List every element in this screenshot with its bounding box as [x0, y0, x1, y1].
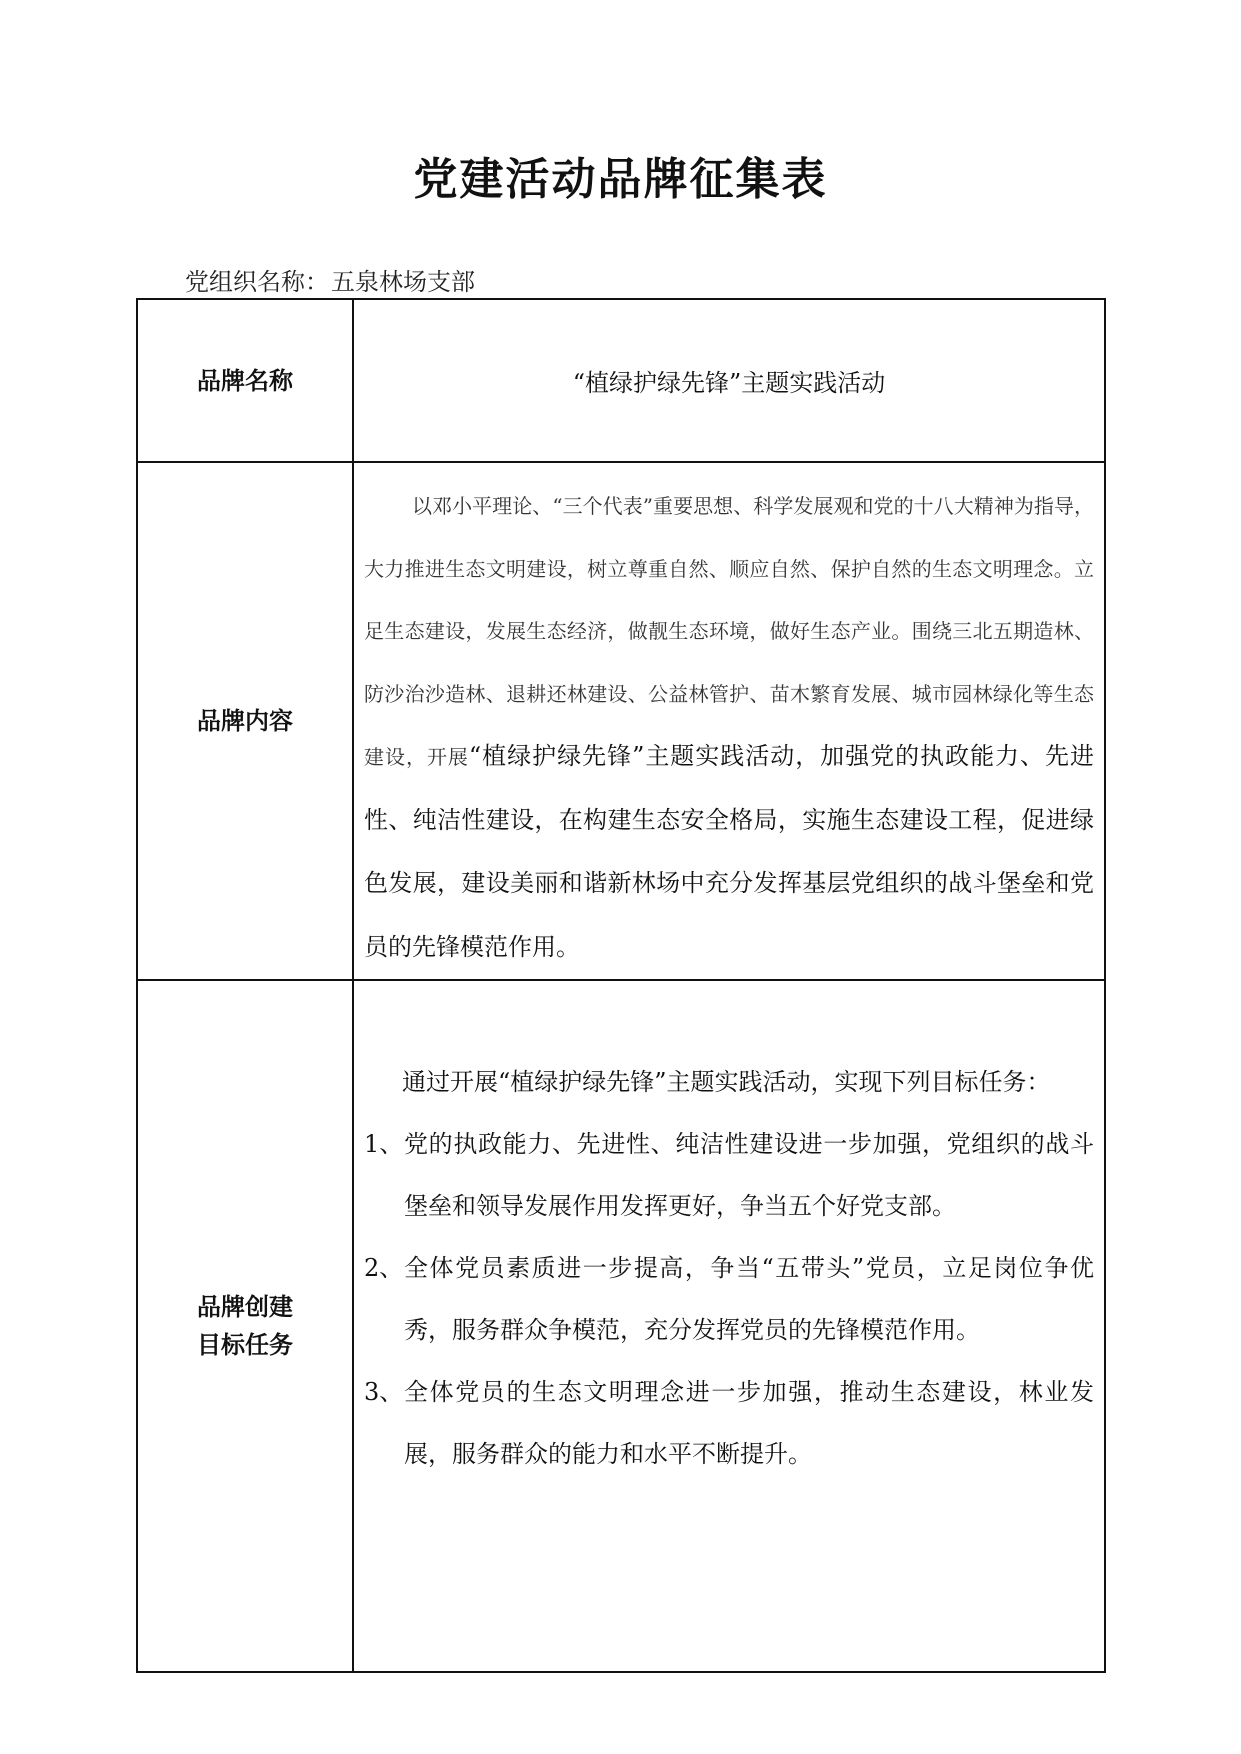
goal-text: 全体党员的生态文明理念进一步加强，推动生态建设，林业发展，服务群众的能力和水平不断提升。	[404, 1378, 1094, 1468]
org-label: 党组织名称：	[185, 268, 329, 296]
goal-number: 1、	[364, 1130, 404, 1158]
brand-content-label: 品牌内容	[137, 462, 353, 980]
goal-item-1	[364, 1113, 1094, 1237]
goal-text: 党的执政能力、先进性、纯洁性建设进一步加强，党组织的战斗堡垒和领导发展作用发挥更好，争当五个好党支部。	[404, 1130, 1094, 1220]
goal-text: 全体党员素质进一步提高，争当“五带头”党员，立足岗位争优秀，服务群众争模范，充分发挥党员的先锋模范作用。	[404, 1254, 1094, 1344]
brand-content-text-small: 以邓小平理论、“三个代表”重要思想、科学发展观和党的十八大精神为指导，大力推进生态文明建设，树立尊重自然、顺应自然、保护自然的生态文明理念。立足生态建设，发展生态经济，做靓生态环境，做好生态产业。围绕三北五期造林、防沙治沙造林、退耕还林建设、公益林管护、苗木繁育发展、城市园林绿化等生态建设，开展	[364, 494, 1094, 769]
page-title: 党建活动品牌征集表	[413, 154, 828, 205]
table-row-brand-name	[137, 299, 1105, 462]
brand-form-table	[136, 298, 1106, 1673]
brand-content-cell	[353, 462, 1105, 980]
goal-number: 2、	[364, 1254, 404, 1282]
brand-goals-intro: 通过开展“植绿护绿先锋”主题实践活动，实现下列目标任务：	[402, 1068, 1051, 1096]
goal-item-2	[364, 1237, 1094, 1361]
table-row-brand-content	[137, 462, 1105, 980]
brand-name-label: 品牌名称	[137, 299, 353, 462]
brand-goals-cell	[353, 980, 1105, 1672]
goal-number: 3、	[364, 1378, 404, 1406]
brand-goals-label-line2: 目标任务	[197, 1330, 293, 1359]
brand-goals-label	[137, 980, 353, 1672]
brand-name-value: “植绿护绿先锋”主题实践活动	[353, 299, 1105, 462]
brand-goals-label-line1: 品牌创建	[197, 1292, 293, 1321]
brand-content-text-large: “植绿护绿先锋”主题实践活动，加强党的执政能力、先进性、纯洁性建设，在构建生态安全格局，实施生态建设工程，促进绿色发展，建设美丽和谐新林场中充分发挥基层党组织的战斗堡垒和党员的先锋模范作用。	[364, 742, 1095, 961]
org-value: 五泉林场支部	[331, 268, 475, 296]
table-row-brand-goals	[137, 980, 1105, 1672]
org-line	[185, 266, 475, 298]
goal-item-3	[364, 1361, 1094, 1485]
brand-content-text	[364, 475, 1094, 979]
